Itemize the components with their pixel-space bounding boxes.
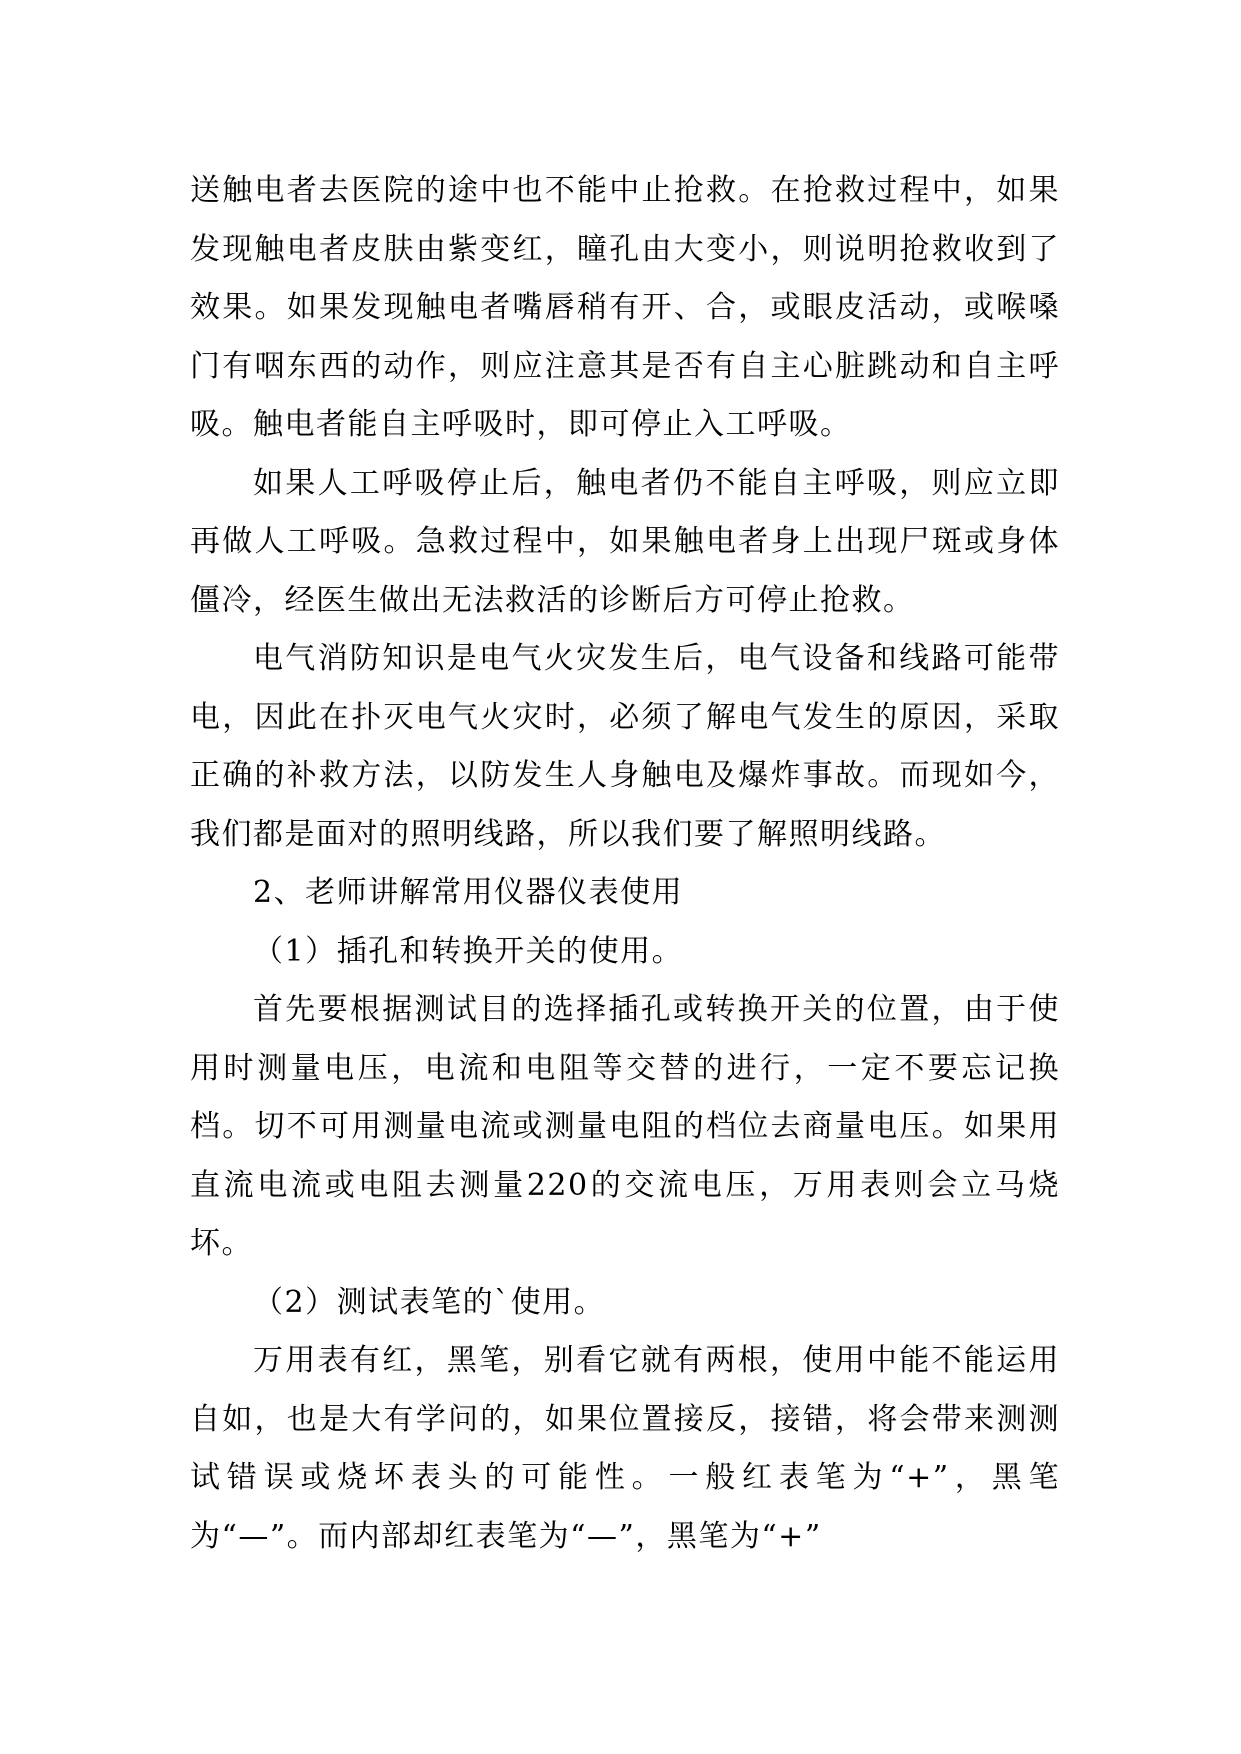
paragraph-artificial-respiration: 如果人工呼吸停止后，触电者仍不能自主呼吸，则应立即再做人工呼吸。急救过程中，如果触电者身上出现尸斑或身体僵冷，经医生做出无法救活的诊断后方可停止抢救。	[190, 465, 1060, 618]
paragraph-rescue-effect: 送触电者去医院的途中也不能中止抢救。在抢救过程中，如果发现触电者皮肤由紫变红，瞳孔由大变小，则说明抢救收到了效果。如果发现触电者嘴唇稍有开、合，或眼皮活动，或喉嗓门有咽东西的动作，则应注意其是否有自主心脏跳动和自主呼吸。触电者能自主呼吸时，即可停止入工呼吸。	[190, 173, 1060, 442]
subheading-test-leads: （2）测试表笔的`使用。	[253, 1284, 606, 1320]
subheading-sockets-switch: （1）插孔和转换开关的使用。	[253, 933, 684, 969]
paragraph-test-leads: 万用表有红，黑笔，别看它就有两根，使用中能不能运用自如，也是大有学问的，如果位置接反，接错，将会带来测测试错误或烧坏表头的可能性。一般红表笔为“+”，黑笔为“—”。而内部却红表笔为“—”，黑笔为“+”	[190, 1343, 1060, 1554]
paragraph-sockets-switch: 首先要根据测试目的选择插孔或转换开关的位置，由于使用时测量电压，电流和电阻等交替的进行，一定不要忘记换档。切不可用测量电流或测量电阻的档位去商量电压。如果用直流电流或电阻去测量220的交流电压，万用表则会立马烧坏。	[190, 992, 1060, 1261]
document-body	[190, 162, 1060, 1566]
section-heading-instruments: 2、老师讲解常用仪器仪表使用	[253, 875, 684, 910]
paragraph-electrical-fire: 电气消防知识是电气火灾发生后，电气设备和线路可能带电，因此在扑灭电气火灾时，必须了解电气发生的原因，采取正确的补救方法，以防发生人身触电及爆炸事故。而现如今，我们都是面对的照明线路，所以我们要了解照明线路。	[190, 641, 1060, 852]
